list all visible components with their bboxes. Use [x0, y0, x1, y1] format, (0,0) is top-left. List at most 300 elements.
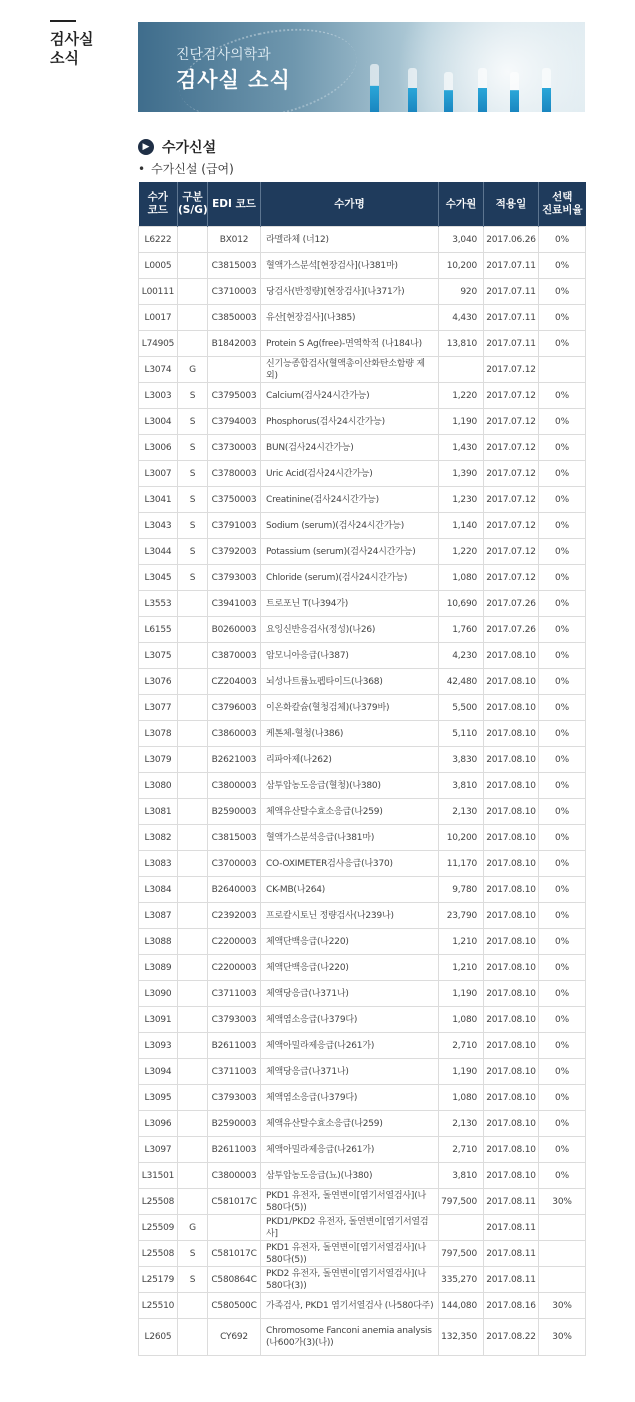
cell-fee-name: PKD1 유전자, 돌연변이[염기서열검사](나580다(5)): [261, 1189, 439, 1215]
table-row: [139, 1111, 586, 1137]
cell-apply-date: 2017.07.11: [484, 331, 539, 357]
cell-fee-name: 체액염소응급(나379다): [261, 1085, 439, 1111]
cell-fee-code: L74905: [139, 331, 178, 357]
table-row: [139, 1189, 586, 1215]
table-row: [139, 721, 586, 747]
cell-fee-name: PKD1 유전자, 돌연변이[염기서열검사](나580다(5)): [261, 1241, 439, 1267]
header-fee-code: 수가 코드: [139, 182, 178, 227]
cell-fee-price: 797,500: [439, 1189, 484, 1215]
cell-apply-date: 2017.07.12: [484, 487, 539, 513]
cell-fee-code: L31501: [139, 1163, 178, 1189]
cell-type: [178, 1293, 208, 1319]
header-fee-name: 수가명: [261, 182, 439, 227]
cell-apply-date: 2017.08.10: [484, 825, 539, 851]
cell-select-rate: 0%: [539, 1163, 586, 1189]
table-row: [139, 1267, 586, 1293]
cell-select-rate: 0%: [539, 539, 586, 565]
cell-select-rate: 0%: [539, 643, 586, 669]
cell-fee-name: 체액단백응급(나220): [261, 929, 439, 955]
section-subtitle: [138, 160, 234, 177]
cell-fee-code: L3006: [139, 435, 178, 461]
cell-select-rate: 0%: [539, 1007, 586, 1033]
cell-type: S: [178, 1241, 208, 1267]
cell-fee-code: L3084: [139, 877, 178, 903]
play-circle-icon: ▶: [138, 139, 154, 155]
cell-type: [178, 981, 208, 1007]
cell-type: [178, 1137, 208, 1163]
cell-type: S: [178, 409, 208, 435]
cell-select-rate: 0%: [539, 773, 586, 799]
cell-fee-price: 1,140: [439, 513, 484, 539]
cell-type: S: [178, 1267, 208, 1293]
cell-fee-price: 3,810: [439, 1163, 484, 1189]
table-row: [139, 1033, 586, 1059]
cell-fee-price: 797,500: [439, 1241, 484, 1267]
table-row: [139, 513, 586, 539]
cell-fee-name: BUN(검사24시간가능): [261, 435, 439, 461]
cell-select-rate: 0%: [539, 825, 586, 851]
cell-fee-code: L3076: [139, 669, 178, 695]
cell-edi-code: C3870003: [208, 643, 261, 669]
cell-fee-code: L3077: [139, 695, 178, 721]
cell-edi-code: B2621003: [208, 747, 261, 773]
page-banner: [138, 22, 585, 112]
cell-edi-code: C3941003: [208, 591, 261, 617]
cell-fee-code: L3007: [139, 461, 178, 487]
cell-apply-date: 2017.07.26: [484, 617, 539, 643]
table-row: [139, 799, 586, 825]
table-row: [139, 591, 586, 617]
table-row: [139, 669, 586, 695]
cell-apply-date: 2017.08.22: [484, 1319, 539, 1356]
cell-fee-code: L3044: [139, 539, 178, 565]
cell-fee-price: 23,790: [439, 903, 484, 929]
cell-fee-name: 체액유산탈수효소응급(나259): [261, 1111, 439, 1137]
cell-fee-code: L3074: [139, 357, 178, 383]
cell-fee-code: L25179: [139, 1267, 178, 1293]
cell-fee-code: L3096: [139, 1111, 178, 1137]
cell-apply-date: 2017.08.10: [484, 1137, 539, 1163]
table-row: [139, 409, 586, 435]
cell-type: [178, 929, 208, 955]
cell-edi-code: C581017C: [208, 1189, 261, 1215]
cell-fee-price: 10,200: [439, 825, 484, 851]
cell-fee-name: 케톤체-혈청(나386): [261, 721, 439, 747]
cell-fee-name: 체액아밀라제응급(나261가): [261, 1033, 439, 1059]
cell-apply-date: 2017.07.12: [484, 461, 539, 487]
cell-select-rate: 0%: [539, 981, 586, 1007]
table-row: [139, 565, 586, 591]
cell-fee-name: Calcium(검사24시간가능): [261, 383, 439, 409]
header-type: 구분 (S/G): [178, 182, 208, 227]
cell-type: [178, 279, 208, 305]
cell-type: [178, 643, 208, 669]
cell-fee-price: 1,190: [439, 1059, 484, 1085]
cell-fee-price: 11,170: [439, 851, 484, 877]
cell-fee-code: L0005: [139, 253, 178, 279]
cell-select-rate: 0%: [539, 487, 586, 513]
cell-apply-date: 2017.08.10: [484, 773, 539, 799]
cell-edi-code: C3794003: [208, 409, 261, 435]
header-edi-code: EDI 코드: [208, 182, 261, 227]
cell-select-rate: 0%: [539, 435, 586, 461]
cell-fee-price: 1,190: [439, 409, 484, 435]
cell-apply-date: 2017.08.10: [484, 1007, 539, 1033]
cell-apply-date: 2017.07.26: [484, 591, 539, 617]
cell-select-rate: 0%: [539, 1137, 586, 1163]
cell-fee-price: 920: [439, 279, 484, 305]
cell-fee-name: PKD2 유전자, 돌연변이[염기서열검사](나580다(3)): [261, 1267, 439, 1293]
cell-fee-price: 132,350: [439, 1319, 484, 1356]
table-row: [139, 227, 586, 253]
cell-edi-code: C3815003: [208, 825, 261, 851]
cell-select-rate: [539, 1267, 586, 1293]
cell-fee-name: 체액당응급(나371나): [261, 981, 439, 1007]
cell-apply-date: 2017.08.10: [484, 903, 539, 929]
cell-apply-date: 2017.08.10: [484, 1059, 539, 1085]
cell-fee-price: 2,710: [439, 1033, 484, 1059]
cell-edi-code: C3710003: [208, 279, 261, 305]
cell-fee-code: L3090: [139, 981, 178, 1007]
cell-edi-code: B2611003: [208, 1137, 261, 1163]
cell-fee-code: L3097: [139, 1137, 178, 1163]
cell-apply-date: 2017.08.11: [484, 1189, 539, 1215]
cell-fee-name: 체액염소응급(나379다): [261, 1007, 439, 1033]
cell-fee-code: L3553: [139, 591, 178, 617]
cell-type: [178, 1059, 208, 1085]
cell-fee-name: 암모니아응급(나387): [261, 643, 439, 669]
cell-select-rate: 0%: [539, 253, 586, 279]
cell-fee-code: L3095: [139, 1085, 178, 1111]
cell-apply-date: 2017.08.11: [484, 1267, 539, 1293]
cell-edi-code: C3796003: [208, 695, 261, 721]
cell-fee-price: 1,760: [439, 617, 484, 643]
cell-type: [178, 1007, 208, 1033]
table-row: [139, 1085, 586, 1111]
banner-subtitle: 진단검사의학과: [176, 47, 271, 63]
cell-fee-name: 가족검사, PKD1 염기서열검사 (나580다주): [261, 1293, 439, 1319]
header-apply-date: 적용일: [484, 182, 539, 227]
cell-edi-code: C3711003: [208, 1059, 261, 1085]
cell-select-rate: 0%: [539, 1059, 586, 1085]
cell-type: [178, 825, 208, 851]
cell-select-rate: 0%: [539, 617, 586, 643]
table-row: [139, 357, 586, 383]
cell-fee-name: 삼투압농도응급(혈청)(나380): [261, 773, 439, 799]
cell-type: S: [178, 435, 208, 461]
table-row: [139, 695, 586, 721]
cell-fee-name: Phosphorus(검사24시간가능): [261, 409, 439, 435]
cell-fee-code: L3075: [139, 643, 178, 669]
table-row: [139, 1319, 586, 1356]
table-row: [139, 383, 586, 409]
cell-apply-date: 2017.08.10: [484, 721, 539, 747]
fee-table: [138, 182, 586, 1356]
cell-select-rate: 0%: [539, 279, 586, 305]
cell-fee-price: 42,480: [439, 669, 484, 695]
cell-fee-name: 체액당응급(나371나): [261, 1059, 439, 1085]
cell-type: [178, 747, 208, 773]
table-row: [139, 955, 586, 981]
cell-fee-code: L25508: [139, 1189, 178, 1215]
cell-type: S: [178, 513, 208, 539]
cell-select-rate: 0%: [539, 565, 586, 591]
table-row: [139, 461, 586, 487]
cell-edi-code: C3700003: [208, 851, 261, 877]
cell-fee-code: L2605: [139, 1319, 178, 1356]
cell-fee-code: L3088: [139, 929, 178, 955]
cell-select-rate: 0%: [539, 227, 586, 253]
cell-select-rate: 0%: [539, 383, 586, 409]
cell-edi-code: B2590003: [208, 799, 261, 825]
cell-edi-code: C3793003: [208, 1007, 261, 1033]
table-row: [139, 1163, 586, 1189]
banner-title: 검사실 소식: [176, 68, 291, 92]
section-header: [138, 137, 216, 157]
cell-apply-date: 2017.08.10: [484, 1111, 539, 1137]
cell-edi-code: B2590003: [208, 1111, 261, 1137]
cell-fee-name: 혈액가스분석응급(나381마): [261, 825, 439, 851]
cell-fee-name: Protein S Ag(free)-면역학적 (나184나): [261, 331, 439, 357]
cell-edi-code: C3750003: [208, 487, 261, 513]
test-tube-icon: [510, 72, 519, 112]
cell-fee-price: 3,830: [439, 747, 484, 773]
cell-select-rate: [539, 1241, 586, 1267]
cell-select-rate: 0%: [539, 747, 586, 773]
cell-fee-code: L3041: [139, 487, 178, 513]
cell-fee-price: 1,210: [439, 929, 484, 955]
table-row: [139, 1241, 586, 1267]
table-row: [139, 487, 586, 513]
table-row: [139, 539, 586, 565]
cell-type: [178, 253, 208, 279]
cell-type: [178, 617, 208, 643]
cell-fee-code: L6222: [139, 227, 178, 253]
cell-fee-code: L3043: [139, 513, 178, 539]
cell-fee-code: L3081: [139, 799, 178, 825]
table-row: [139, 253, 586, 279]
cell-fee-name: 혈액가스분석[현장검사](나381마): [261, 253, 439, 279]
cell-select-rate: 30%: [539, 1189, 586, 1215]
table-row: [139, 877, 586, 903]
cell-edi-code: C3795003: [208, 383, 261, 409]
cell-apply-date: 2017.08.10: [484, 747, 539, 773]
table-body: [139, 227, 586, 1356]
cell-apply-date: 2017.08.10: [484, 1085, 539, 1111]
cell-edi-code: C581017C: [208, 1241, 261, 1267]
cell-type: [178, 1189, 208, 1215]
cell-select-rate: 0%: [539, 513, 586, 539]
cell-fee-code: L3004: [139, 409, 178, 435]
cell-fee-name: 이온화칼슘(혈청검체)(나379바): [261, 695, 439, 721]
cell-type: [178, 851, 208, 877]
cell-apply-date: 2017.08.10: [484, 695, 539, 721]
sidebar: [50, 20, 130, 68]
cell-type: [178, 591, 208, 617]
cell-type: S: [178, 539, 208, 565]
cell-edi-code: C580500C: [208, 1293, 261, 1319]
table-row: [139, 617, 586, 643]
cell-type: [178, 1319, 208, 1356]
cell-fee-name: 체액아밀라제응급(나261가): [261, 1137, 439, 1163]
cell-select-rate: 0%: [539, 1033, 586, 1059]
cell-apply-date: 2017.08.10: [484, 1033, 539, 1059]
cell-select-rate: 0%: [539, 331, 586, 357]
cell-apply-date: 2017.08.10: [484, 1163, 539, 1189]
cell-apply-date: 2017.08.16: [484, 1293, 539, 1319]
cell-apply-date: 2017.07.12: [484, 357, 539, 383]
cell-type: [178, 773, 208, 799]
cell-apply-date: 2017.08.10: [484, 981, 539, 1007]
cell-fee-name: Potassium (serum)(검사24시간가능): [261, 539, 439, 565]
cell-fee-name: 당검사(반정량)[현장검사](나371가): [261, 279, 439, 305]
cell-fee-code: L3080: [139, 773, 178, 799]
cell-fee-name: 라멜라체 (너12): [261, 227, 439, 253]
cell-edi-code: C3711003: [208, 981, 261, 1007]
table-row: [139, 1137, 586, 1163]
cell-fee-code: L3003: [139, 383, 178, 409]
cell-fee-code: L3091: [139, 1007, 178, 1033]
cell-fee-price: 1,190: [439, 981, 484, 1007]
cell-edi-code: C580864C: [208, 1267, 261, 1293]
table-row: [139, 279, 586, 305]
cell-edi-code: B0260003: [208, 617, 261, 643]
cell-fee-name: Creatinine(검사24시간가능): [261, 487, 439, 513]
cell-fee-code: L3089: [139, 955, 178, 981]
cell-fee-code: L3045: [139, 565, 178, 591]
cell-fee-price: 1,230: [439, 487, 484, 513]
cell-fee-name: 체액유산탈수효소응급(나259): [261, 799, 439, 825]
cell-select-rate: 0%: [539, 851, 586, 877]
table-row: [139, 1215, 586, 1241]
cell-fee-price: 10,690: [439, 591, 484, 617]
cell-fee-price: 1,220: [439, 383, 484, 409]
cell-apply-date: 2017.07.12: [484, 513, 539, 539]
cell-select-rate: 0%: [539, 1111, 586, 1137]
cell-edi-code: B1842003: [208, 331, 261, 357]
cell-edi-code: C3730003: [208, 435, 261, 461]
cell-edi-code: [208, 1215, 261, 1241]
cell-fee-price: 5,110: [439, 721, 484, 747]
cell-edi-code: CY692: [208, 1319, 261, 1356]
cell-apply-date: 2017.08.10: [484, 929, 539, 955]
cell-fee-name: CK-MB(나264): [261, 877, 439, 903]
table-row: [139, 331, 586, 357]
cell-select-rate: 0%: [539, 799, 586, 825]
cell-fee-name: 유산[현장검사](나385): [261, 305, 439, 331]
cell-fee-code: L3083: [139, 851, 178, 877]
cell-type: [178, 721, 208, 747]
header-fee-price: 수가원: [439, 182, 484, 227]
cell-edi-code: C3850003: [208, 305, 261, 331]
cell-fee-code: L3087: [139, 903, 178, 929]
test-tube-icon: [542, 68, 551, 112]
cell-edi-code: C3780003: [208, 461, 261, 487]
cell-type: [178, 1033, 208, 1059]
cell-fee-code: L25510: [139, 1293, 178, 1319]
cell-fee-code: L3079: [139, 747, 178, 773]
cell-apply-date: 2017.08.10: [484, 799, 539, 825]
section-subtitle-text: 수가신설 (급여): [151, 162, 234, 176]
cell-type: [178, 331, 208, 357]
cell-fee-name: 신기능종합검사(혈액총이산화탄소함량 제외): [261, 357, 439, 383]
cell-apply-date: 2017.07.11: [484, 253, 539, 279]
cell-apply-date: 2017.07.12: [484, 435, 539, 461]
cell-type: [178, 955, 208, 981]
cell-fee-name: 리파아제(나262): [261, 747, 439, 773]
cell-type: [178, 669, 208, 695]
cell-edi-code: C3792003: [208, 539, 261, 565]
cell-select-rate: 0%: [539, 409, 586, 435]
table-row: [139, 825, 586, 851]
cell-type: [178, 903, 208, 929]
cell-fee-name: 뇌성나트륨뇨펩타이드(나368): [261, 669, 439, 695]
cell-fee-price: 2,130: [439, 799, 484, 825]
cell-apply-date: 2017.07.12: [484, 539, 539, 565]
cell-select-rate: 0%: [539, 1085, 586, 1111]
table-row: [139, 1293, 586, 1319]
cell-select-rate: 0%: [539, 669, 586, 695]
cell-fee-code: L00111: [139, 279, 178, 305]
cell-fee-name: Sodium (serum)(검사24시간가능): [261, 513, 439, 539]
cell-apply-date: 2017.08.11: [484, 1215, 539, 1241]
sidebar-divider: [50, 20, 76, 22]
cell-type: [178, 1085, 208, 1111]
cell-apply-date: 2017.08.10: [484, 643, 539, 669]
table-row: [139, 773, 586, 799]
cell-type: [178, 695, 208, 721]
cell-edi-code: BX012: [208, 227, 261, 253]
cell-fee-price: 1,390: [439, 461, 484, 487]
cell-edi-code: C2200003: [208, 929, 261, 955]
test-tube-icon: [444, 72, 453, 112]
cell-type: S: [178, 565, 208, 591]
cell-fee-code: L3082: [139, 825, 178, 851]
table-row: [139, 305, 586, 331]
cell-fee-price: 1,210: [439, 955, 484, 981]
cell-fee-name: PKD1/PKD2 유전자, 돌연변이[염기서열검사]: [261, 1215, 439, 1241]
cell-fee-price: 1,080: [439, 565, 484, 591]
cell-edi-code: C3793003: [208, 565, 261, 591]
cell-fee-price: 3,040: [439, 227, 484, 253]
cell-fee-price: 2,130: [439, 1111, 484, 1137]
cell-select-rate: 0%: [539, 305, 586, 331]
cell-fee-price: 9,780: [439, 877, 484, 903]
cell-select-rate: [539, 357, 586, 383]
cell-fee-price: 5,500: [439, 695, 484, 721]
cell-apply-date: 2017.07.12: [484, 383, 539, 409]
bullet-icon: •: [138, 162, 146, 176]
cell-select-rate: 30%: [539, 1293, 586, 1319]
cell-select-rate: 0%: [539, 461, 586, 487]
cell-edi-code: C3860003: [208, 721, 261, 747]
cell-select-rate: 0%: [539, 903, 586, 929]
cell-type: S: [178, 461, 208, 487]
cell-fee-price: 144,080: [439, 1293, 484, 1319]
cell-edi-code: C3791003: [208, 513, 261, 539]
cell-fee-name: 프로칼시토닌 정량검사(나239나): [261, 903, 439, 929]
header-select-rate: 선택 진료비율: [539, 182, 586, 227]
cell-fee-name: Chromosome Fanconi anemia analysis (나600가(3)(나)): [261, 1319, 439, 1356]
cell-fee-code: L0017: [139, 305, 178, 331]
table-row: [139, 1007, 586, 1033]
table-row: [139, 643, 586, 669]
cell-edi-code: [208, 357, 261, 383]
cell-select-rate: [539, 1215, 586, 1241]
cell-select-rate: 0%: [539, 877, 586, 903]
cell-fee-code: L6155: [139, 617, 178, 643]
cell-fee-name: 트로포닌 T(나394가): [261, 591, 439, 617]
